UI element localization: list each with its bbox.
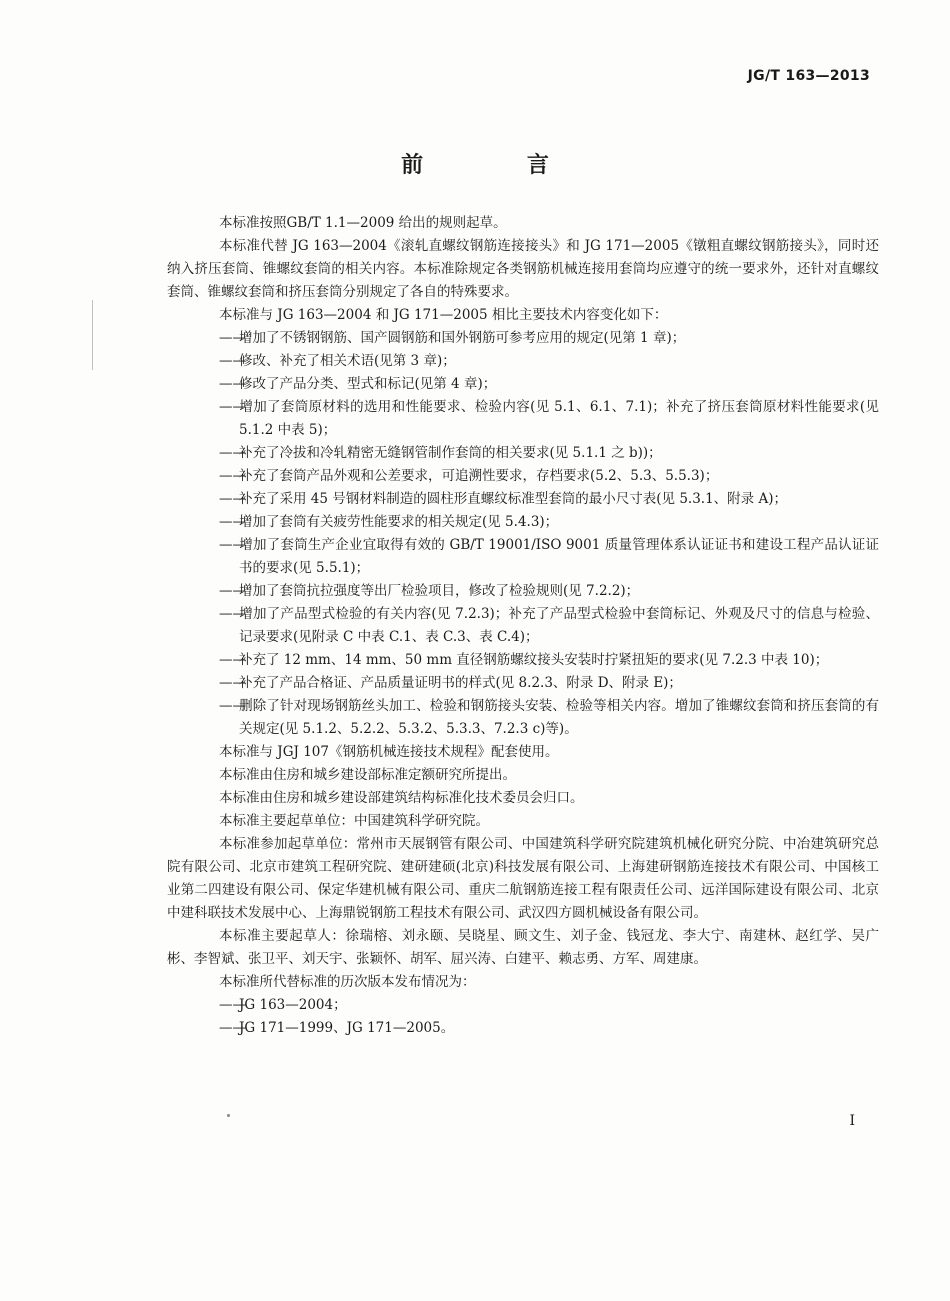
changes-list bbox=[219, 327, 879, 741]
list-dash: —— bbox=[219, 606, 246, 622]
paragraph-companion-spec: 本标准与 JGJ 107《钢筋机械连接技术规程》配套使用。 bbox=[219, 744, 559, 760]
list-item bbox=[219, 534, 879, 580]
list-item bbox=[219, 350, 879, 373]
page-title: 前 言 bbox=[401, 153, 597, 178]
list-dash: —— bbox=[219, 698, 246, 714]
list-dash: —— bbox=[219, 997, 246, 1013]
list-dash: —— bbox=[219, 399, 246, 415]
list-item-text: 增加了套筒有关疲劳性能要求的相关规定(见 5.4.3)； bbox=[239, 514, 559, 530]
list-item bbox=[219, 672, 879, 695]
list-item-text: 补充了采用 45 号钢材料制造的圆柱形直螺纹标准型套筒的最小尺寸表(见 5.3.1、附录 A)； bbox=[239, 491, 787, 507]
paragraph-proposed-by: 本标准由住房和城乡建设部标准定额研究所提出。 bbox=[219, 767, 516, 783]
list-item bbox=[219, 442, 879, 465]
list-item bbox=[219, 465, 879, 488]
list-item-text: 修改、补充了相关术语(见第 3 章)； bbox=[239, 353, 456, 369]
list-item-text: 增加了套筒抗拉强度等出厂检验项目，修改了检验规则(见 7.2.2)； bbox=[239, 583, 640, 599]
list-item bbox=[219, 373, 879, 396]
list-dash: —— bbox=[219, 675, 246, 691]
list-item bbox=[219, 488, 879, 511]
list-item bbox=[219, 511, 879, 534]
paragraph-replacement-text: 本标准代替 JG 163—2004《滚轧直螺纹钢筋连接接头》和 JG 171—2005《镦粗直螺纹钢筋接头》，同时还纳入挤压套筒、锥螺纹套筒的相关内容。本标准除规定各类钢筋机械连接用套筒均应遵守的统一要求外，还针对直螺纹套筒、锥螺纹套筒和挤压套筒分别规定了各自的特殊要求。 bbox=[167, 238, 879, 300]
paragraph-replacement bbox=[167, 235, 879, 304]
paragraph-main-drafters-text: 本标准主要起草人：徐瑞榕、刘永颐、吴晓星、顾文生、刘子金、钱冠龙、李大宁、南建林、赵红学、吴广彬、李智斌、张卫平、刘天宇、张颖怀、胡军、屈兴涛、白建平、赖志勇、方军、周建康。 bbox=[167, 928, 879, 967]
list-item-text: 补充了产品合格证、产品质量证明书的样式(见 8.2.3、附录 D、附录 E)； bbox=[239, 675, 682, 691]
foreword-body bbox=[167, 212, 879, 1040]
list-item bbox=[219, 580, 879, 603]
list-item-text: 修改了产品分类、型式和标记(见第 4 章)； bbox=[239, 376, 497, 392]
list-item-text: 补充了 12 mm、14 mm、50 mm 直径钢筋螺纹接头安装时拧紧扭矩的要求(见 7.2.3 中表 10)； bbox=[239, 652, 829, 668]
paragraph-changes-intro: 本标准与 JG 163—2004 和 JG 171—2005 相比主要技术内容变化如下： bbox=[219, 307, 668, 323]
scan-dot bbox=[227, 1114, 230, 1117]
list-item bbox=[219, 649, 879, 672]
list-dash: —— bbox=[219, 330, 246, 346]
list-item-text: 删除了针对现场钢筋丝头加工、检验和钢筋接头安装、检验等相关内容。增加了锥螺纹套筒和挤压套筒的有关规定(见 5.1.2、5.2.2、5.3.2、5.3.3、7.2.3 c)等)。 bbox=[239, 698, 879, 737]
list-item bbox=[219, 327, 879, 350]
list-dash: —— bbox=[219, 1020, 246, 1036]
list-item-text: 增加了套筒生产企业宜取得有效的 GB/T 19001/ISO 9001 质量管理体系认证证书和建设工程产品认证证书的要求(见 5.5.1)； bbox=[239, 537, 879, 576]
standard-code: JG/T 163—2013 bbox=[747, 68, 870, 84]
list-dash: —— bbox=[219, 491, 246, 507]
paragraph-main-drafter-org: 本标准主要起草单位：中国建筑科学研究院。 bbox=[219, 813, 489, 829]
paragraph-history-intro: 本标准所代替标准的历次版本发布情况为： bbox=[219, 974, 476, 990]
scan-margin-line bbox=[92, 300, 93, 370]
list-dash: —— bbox=[219, 445, 246, 461]
page-number: I bbox=[849, 1113, 855, 1129]
list-dash: —— bbox=[219, 652, 246, 668]
list-item-text: 补充了冷拔和冷轧精密无缝钢管制作套筒的相关要求(见 5.1.1 之 b))； bbox=[239, 445, 662, 461]
paragraph-main-drafters bbox=[167, 925, 879, 971]
list-dash: —— bbox=[219, 514, 246, 530]
paragraph-participating-orgs bbox=[167, 833, 879, 925]
list-item-text: 增加了产品型式检验的有关内容(见 7.2.3)；补充了产品型式检验中套筒标记、外观及尺寸的信息与检验、记录要求(见附录 C 中表 C.1、表 C.3、表 C.4)； bbox=[239, 606, 879, 645]
list-item bbox=[219, 603, 879, 649]
list-item bbox=[219, 396, 879, 442]
list-item-text: 增加了套筒原材料的选用和性能要求、检验内容(见 5.1、6.1、7.1)；补充了挤压套筒原材料性能要求(见 5.1.2 中表 5)； bbox=[239, 399, 879, 438]
list-item-text: 补充了套筒产品外观和公差要求，可追溯性要求，存档要求(5.2、5.3、5.5.3)； bbox=[239, 468, 719, 484]
list-item-text: JG 171—1999、JG 171—2005。 bbox=[239, 1020, 455, 1036]
list-item bbox=[219, 695, 879, 741]
paragraph-drafting-rules: 本标准按照GB/T 1.1—2009 给出的规则起草。 bbox=[219, 215, 507, 231]
list-dash: —— bbox=[219, 353, 246, 369]
list-item-text: 增加了不锈钢钢筋、国产圆钢筋和国外钢筋可参考应用的规定(见第 1 章)； bbox=[239, 330, 686, 346]
paragraph-participating-orgs-text: 本标准参加起草单位：常州市天展钢管有限公司、中国建筑科学研究院建筑机械化研究分院、中冶建筑研究总院有限公司、北京市建筑工程研究院、建研建硕(北京)科技发展有限公司、上海建研钢筋连接技术有限公司、中国核工业第二四建设有限公司、保定华建机械有限公司、重庆二航钢筋连接工程有限责任公司、远洋国际建设有限公司、北京中建科联技术发展中心、上海鼎锐钢筋工程技术有限公司、武汉四方圆机械设备有限公司。 bbox=[167, 836, 879, 921]
list-item bbox=[219, 994, 879, 1017]
list-dash: —— bbox=[219, 583, 246, 599]
list-dash: —— bbox=[219, 537, 246, 553]
paragraph-administered-by: 本标准由住房和城乡建设部建筑结构标准化技术委员会归口。 bbox=[219, 790, 584, 806]
list-dash: —— bbox=[219, 468, 246, 484]
history-list bbox=[219, 994, 879, 1040]
list-item bbox=[219, 1017, 879, 1040]
list-item-text: JG 163—2004； bbox=[239, 997, 347, 1013]
list-dash: —— bbox=[219, 376, 246, 392]
